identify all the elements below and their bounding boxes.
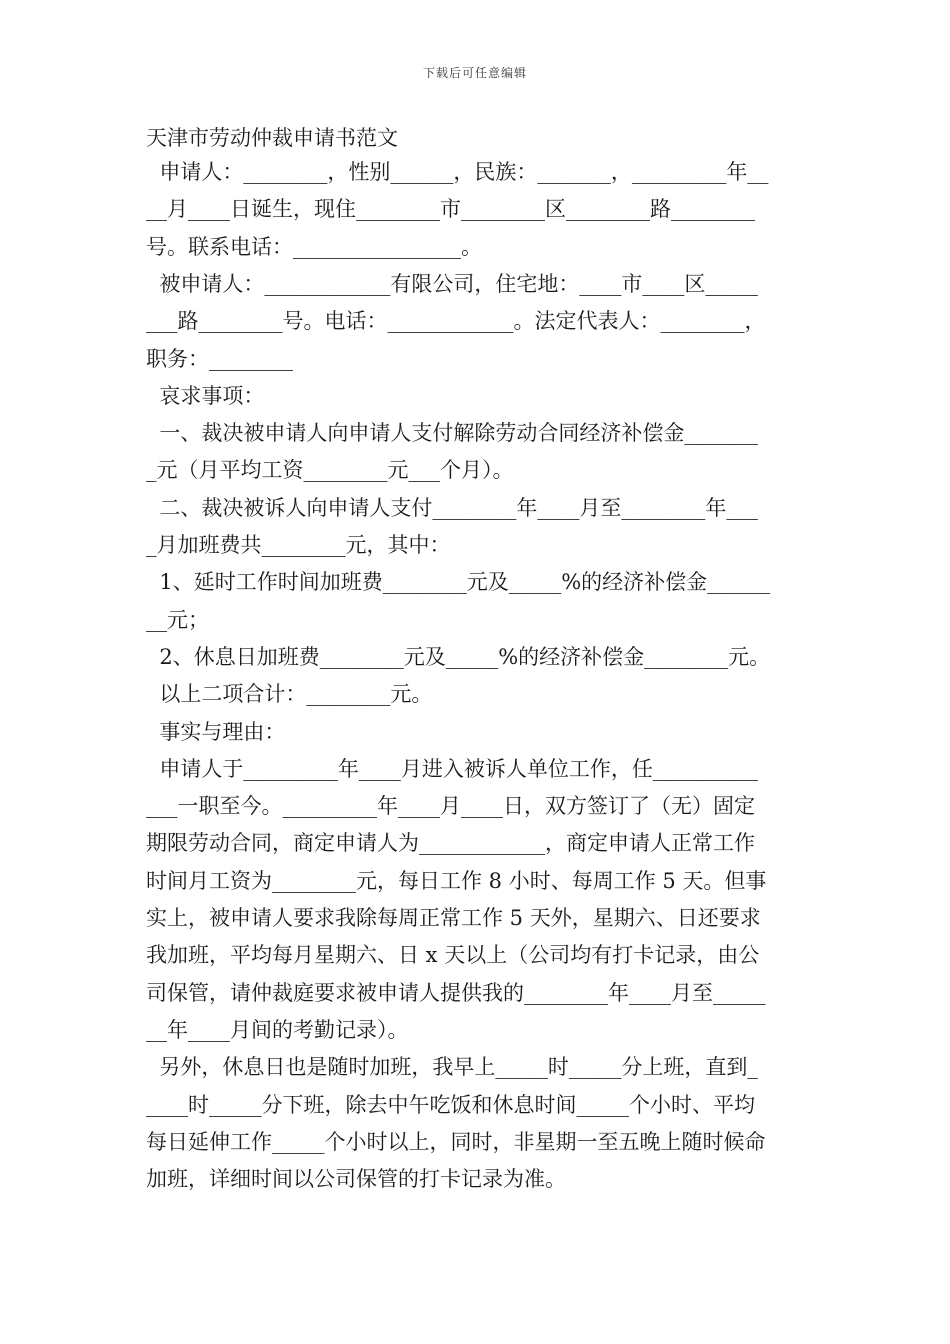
body-line: ___一职至今。_________年____月____日，双方签订了（无）固定 [146, 794, 755, 819]
body-line: 司保管，请仲裁庭要求被申请人提供我的________年____月至_____ [146, 980, 766, 1005]
body-line: 以上二项合计：________元。 [146, 682, 433, 707]
body-line: 每日延伸工作_____个小时以上，同时，非星期一至五晚上随时候命 [146, 1129, 766, 1154]
document-title: 天津市劳动仲裁申请书范文 [146, 126, 398, 150]
body-line: 被申请人：____________有限公司，住宅地：____市____区_____ [146, 271, 758, 296]
body-line: 期限劳动合同，商定申请人为____________，商定申请人正常工作 [146, 831, 755, 856]
header-note: 下载后可任意编辑 [422, 66, 527, 80]
body-line: 申请人：________，性别______，民族：_______，_________年__ [146, 160, 769, 184]
body-line: __年____月间的考勤记录）。 [146, 1017, 409, 1042]
body-line: __元； [146, 607, 209, 632]
body-line: _元（月平均工资________元___个月）。 [146, 458, 514, 483]
body-line: ___路________号。电话：____________。法定代表人：________， [146, 309, 766, 334]
body-line: 哀求事项： [146, 383, 265, 408]
body-line: 1、延时工作时间加班费________元及_____%的经济补偿金______ [146, 570, 771, 595]
body-line: 我加班，平均每月星期六、日 x 天以上（公司均有打卡记录，由公 [146, 943, 760, 968]
body-line: 另外，休息日也是随时加班，我早上_____时_____分上班，直到_ [146, 1055, 758, 1080]
body-line: 职务：________ [146, 346, 293, 371]
body-line: 事实与理由： [146, 719, 286, 744]
body-line: 实上，被申请人要求我除每周正常工作 5 天外，星期六、日还要求 [146, 906, 761, 930]
body-line: 二、裁决被诉人向申请人支付________年____月至________年___ [146, 495, 758, 520]
body-line: ____时_____分下班，除去中午吃饭和休息时间_____个小时、平均 [146, 1092, 755, 1117]
body-line: 2、休息日加班费________元及_____%的经济补偿金________元。 [146, 644, 771, 669]
body-line: 时间月工资为________元，每日工作 8 小时、每周工作 5 天。但事 [146, 868, 767, 893]
body-line: 加班，详细时间以公司保管的打卡记录为准。 [146, 1167, 566, 1192]
body-line: 号。联系电话：________________。 [146, 234, 482, 259]
body-line: 一、裁决被申请人向申请人支付解除劳动合同经济补偿金_______ [146, 421, 758, 446]
body-line: 申请人于_________年____月进入被诉人单位工作，任__________ [146, 756, 758, 781]
body-line: __月____日诞生，现住________市________区________路________ [146, 197, 755, 222]
body-line: _月加班费共________元，其中： [146, 533, 451, 557]
